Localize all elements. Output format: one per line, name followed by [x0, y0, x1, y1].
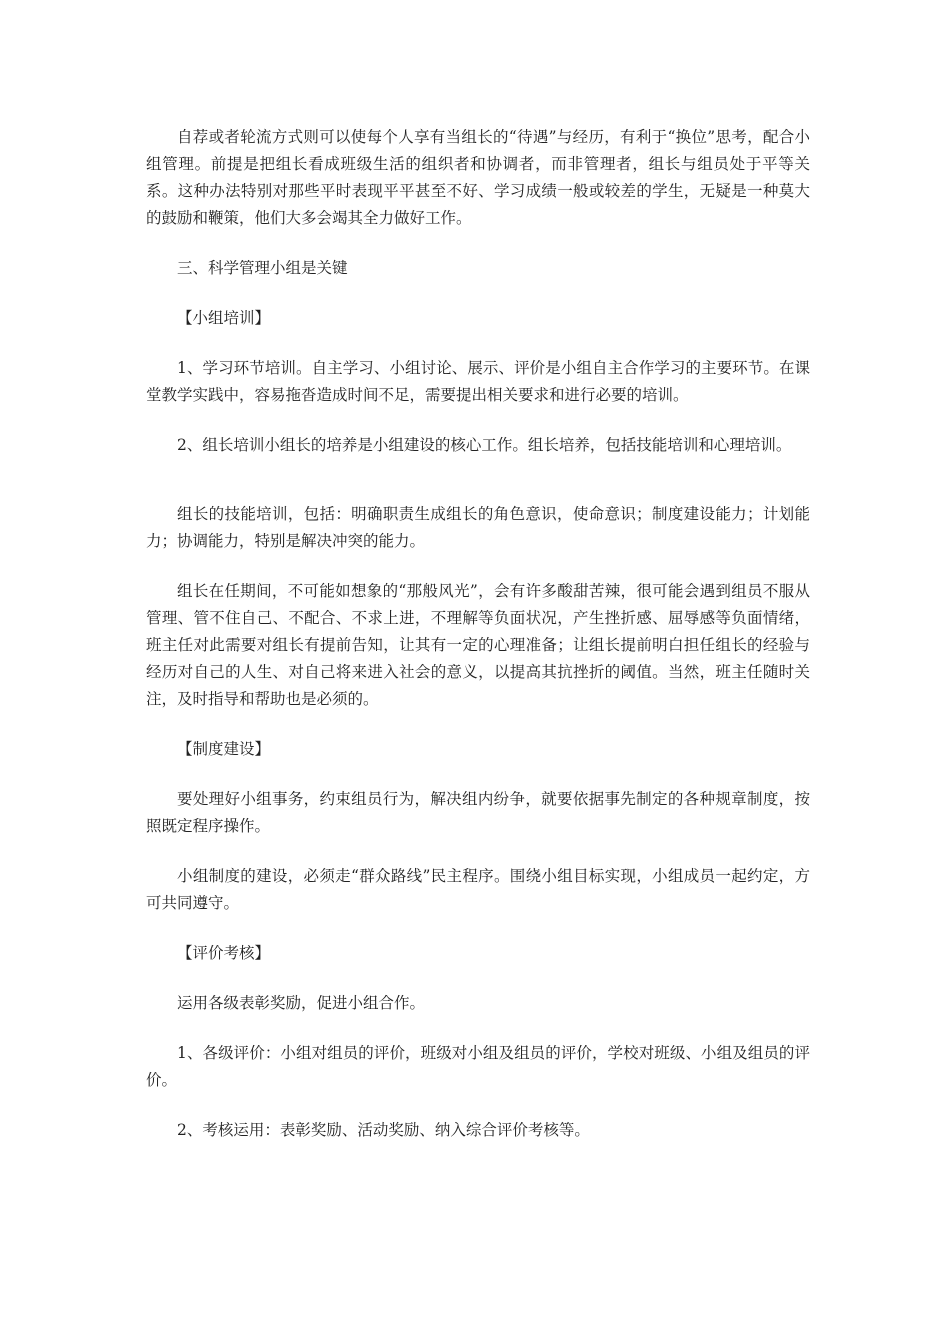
paragraph-evaluation-levels: 1、各级评价：小组对组员的评价，班级对小组及组员的评价，学校对班级、小组及组员的评价。 — [146, 1044, 810, 1089]
subheading-group-training: 【小组培训】 — [177, 309, 271, 327]
subheading-system-building: 【制度建设】 — [177, 740, 271, 758]
paragraph-rules: 要处理好小组事务，约束组员行为，解决组内纷争，就要依据事先制定的各种规章制度，按照既定程序操作。 — [146, 790, 810, 835]
paragraph-leader-psychology: 组长在任期间，不可能如想象的“那般风光”，会有许多酸甜苦辣，很可能会遇到组员不服从管理、管不住自己、不配合、不求上进，不理解等负面状况，产生挫折感、屈辱感等负面情绪，班主任对此需要对组长有提前告知，让其有一定的心理准备；让组长提前明白担任组长的经验与经历对自己的人生、对自己将来进入社会的意义，以提高其抗挫折的阈值。当然，班主任随时关注，及时指导和帮助也是必须的。 — [146, 582, 810, 708]
paragraph-learning-training: 1、学习环节培训。自主学习、小组讨论、展示、评价是小组自主合作学习的主要环节。在课堂教学实践中，容易拖沓造成时间不足，需要提出相关要求和进行必要的培训。 — [146, 359, 810, 404]
paragraph-mass-line: 小组制度的建设，必须走“群众路线”民主程序。围绕小组目标实现，小组成员一起约定，方可共同遵守。 — [146, 867, 810, 912]
paragraph-leader-skills: 组长的技能培训，包括：明确职责生成组长的角色意识，使命意识；制度建设能力；计划能力；协调能力，特别是解决冲突的能力。 — [146, 505, 810, 550]
document-body — [146, 124, 810, 1167]
paragraph-self-recommendation: 自荐或者轮流方式则可以使每个人享有当组长的“待遇”与经历，有利于“换位”思考，配合小组管理。前提是把组长看成班级生活的组织者和协调者，而非管理者，组长与组员处于平等关系。这种办法特别对那些平时表现平平甚至不好、学习成绩一般或较差的学生，无疑是一种莫大的鼓励和鞭策，他们大多会竭其全力做好工作。 — [146, 128, 810, 227]
subheading-evaluation: 【评价考核】 — [177, 944, 271, 962]
paragraph-assessment-use: 2、考核运用：表彰奖励、活动奖励、纳入综合评价考核等。 — [177, 1121, 590, 1139]
section-heading-group-management: 三、科学管理小组是关键 — [177, 259, 348, 277]
paragraph-leader-training: 2、组长培训小组长的培养是小组建设的核心工作。组长培养，包括技能培训和心理培训。 — [177, 436, 792, 454]
paragraph-rewards: 运用各级表彰奖励，促进小组合作。 — [177, 994, 426, 1012]
